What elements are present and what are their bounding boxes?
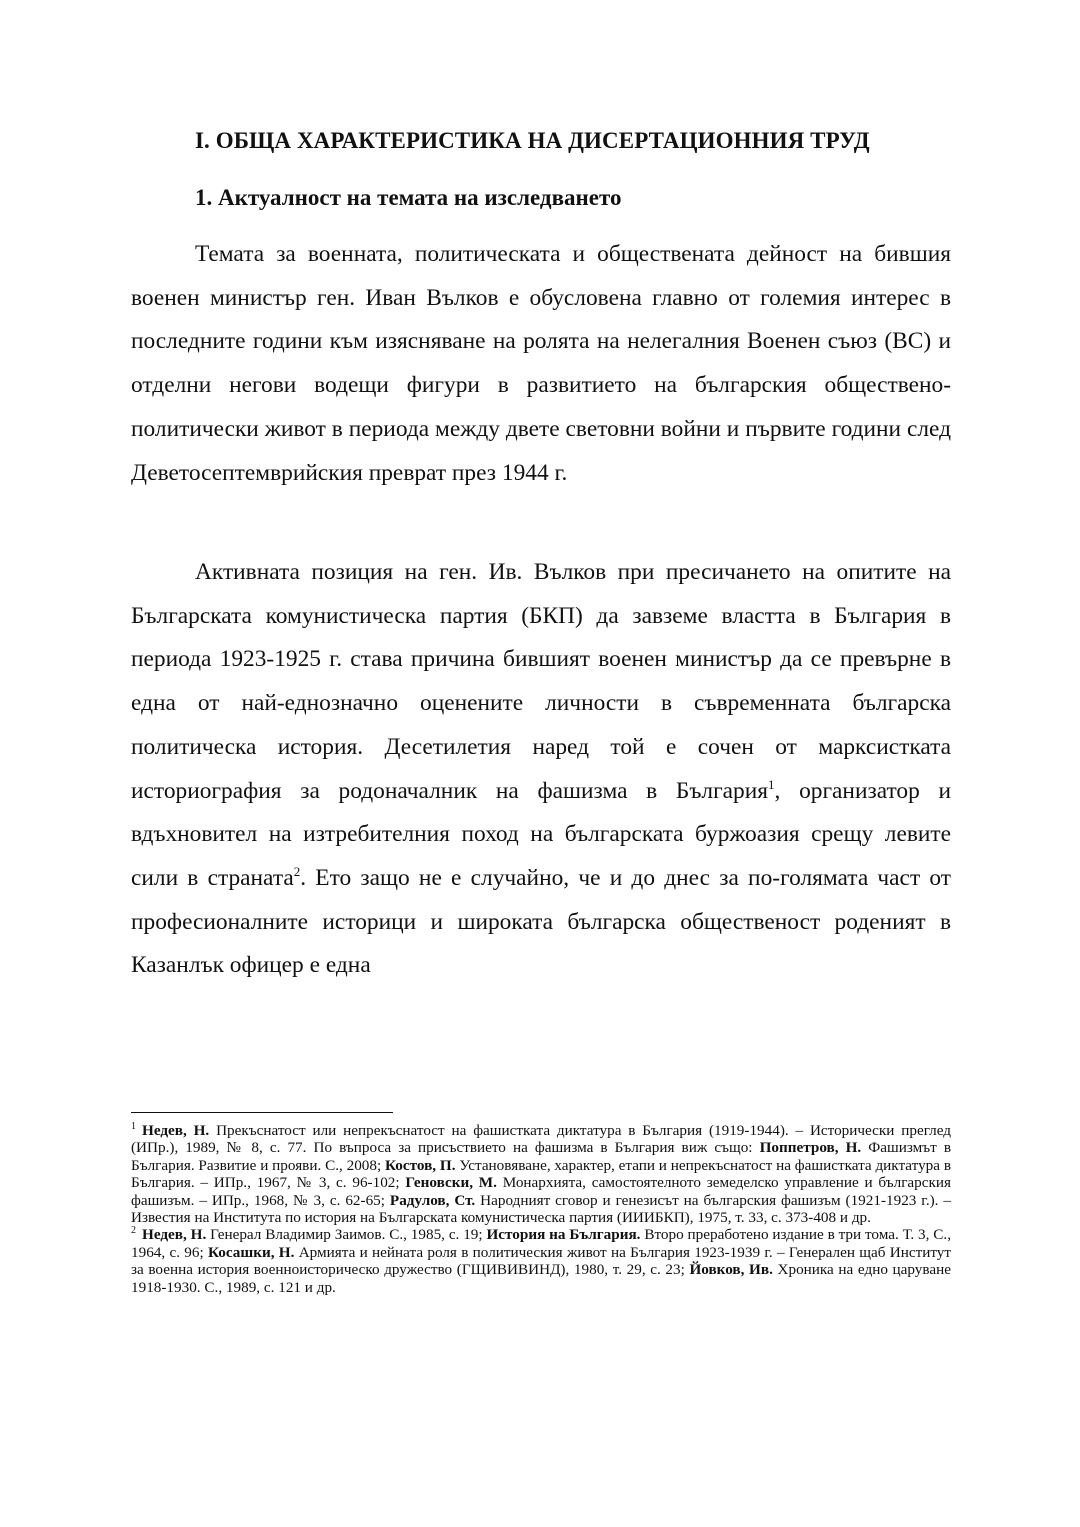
chapter-title: I. ОБЩА ХАРАКТЕРИСТИКА НА ДИСЕРТАЦИОННИЯ ТРУД <box>195 128 870 153</box>
paragraph-1: Темата за военната, политическата и обществената дейност на бившия военен министър ген. Иван Вълков е обусловена главно от големия интерес в последните години към изясняване на ролята на нелегалния Военен съюз (ВС) и отделни негови водещи фигури в развитието на българския обществено-политически живот в периода между двете световни войни и първите години след Деветосептемврийския преврат през 1944 г. <box>131 241 951 486</box>
footnote-1-author-poppetrov: Поппетров, Н. <box>759 1139 862 1157</box>
footnote-1-text-c: Установяване, характер, етапи и непрекъснатост на фашистката диктатура в България. – ИПр., 1967, № 3, с. 96-102; <box>131 1156 951 1192</box>
footnote-1-author-genovski: Геновски, М. <box>405 1174 497 1192</box>
section-title: 1. Актуалност на темата на изследването <box>195 185 622 210</box>
paragraph-2-part-a: Активната позиция на ген. Ив. Вълков при пресичането на опитите на Българската комунистическа партия (БКП) да завземе властта в България в периода 1923-1925 г. става причина бившият военен министър да се превърне в една от най-еднозначно оценените личности в съвременната българска политическа история. Десетилетия наред той е сочен от марксистката историография за родоначалник на фашизма в България <box>131 559 951 804</box>
footnote-2 <box>131 1226 951 1296</box>
footnote-1-author-nedev: Недев, Н. <box>142 1122 210 1139</box>
footnotes-section <box>131 1122 951 1296</box>
paragraph-2-part-c: . Ето защо не е случайно, че и до днес за по-голямата част от професионалните историци и широката българска общественост роденият в Казанлък офицер е една <box>131 864 951 979</box>
footnote-2-author-yovkov: Йовков, Ив. <box>689 1261 773 1279</box>
footnote-1 <box>131 1122 951 1226</box>
footnote-1-text-d: Монархията, самостоятелното земеделско управление и българския фашизъм. – ИПр., 1968, № 3, с. 62-65; <box>131 1174 951 1209</box>
paragraph-2-part-b: , организатор и вдъхновител на изтребителния поход на българската буржоазия срещу левите сили в страната <box>131 777 951 891</box>
footnote-2-text-d: Хроника на едно царуване 1918-1930. С., 1989, с. 121 и др. <box>131 1261 951 1296</box>
footnote-1-author-radulov: Радулов, Ст. <box>389 1191 476 1209</box>
footnote-ref-2[interactable]: 2 <box>293 863 301 879</box>
footnote-1-mark: 1 <box>131 1121 136 1132</box>
footnote-ref-1[interactable]: 1 <box>768 776 775 792</box>
footnote-1-author-kostov: Костов, П. <box>385 1156 456 1174</box>
footnote-2-mark: 2 <box>131 1225 136 1237</box>
paragraph-2 <box>131 551 951 988</box>
footnote-1-text-e: Народният сговор и генезисът на българския фашизъм (1921-1923 г.). – Известия на Института по история на Българската комунистическа партия (ИИИБКП), 1975, т. 33, с. 373-408 и др. <box>131 1191 951 1227</box>
footnote-2-author-kosashki: Косашки, Н. <box>208 1243 295 1261</box>
footnote-1-text-b: Фашизмът в България. Развитие и прояви. С., 2008; <box>131 1139 951 1174</box>
footnote-2-text-c: Армията и нейната роля в политическия живот на България 1923-1939 г. – Генерален щаб Институт за военна история военноисторическо дружество (ГЩИВИВИНД), 1980, т. 29, с. 23; <box>131 1243 951 1279</box>
footnote-2-title-history: История на България. <box>486 1226 641 1244</box>
footnote-2-text-a: Генерал Владимир Заимов. С., 1985, с. 19; <box>206 1226 487 1244</box>
footnote-2-text-b: Второ преработено издание в три тома. Т. 3, С., 1964, с. 96; <box>131 1226 951 1261</box>
footnote-separator <box>131 1112 393 1113</box>
footnote-2-author-nedev: Недев, Н. <box>142 1226 207 1244</box>
footnote-1-text-a: Прекъснатост или непрекъснатост на фашистката диктатура в България (1919-1944). – Исторически преглед (ИПр.), 1989, № 8, с. 77. По въпроса за присъствието на фашизма в България виж също: <box>131 1122 952 1157</box>
